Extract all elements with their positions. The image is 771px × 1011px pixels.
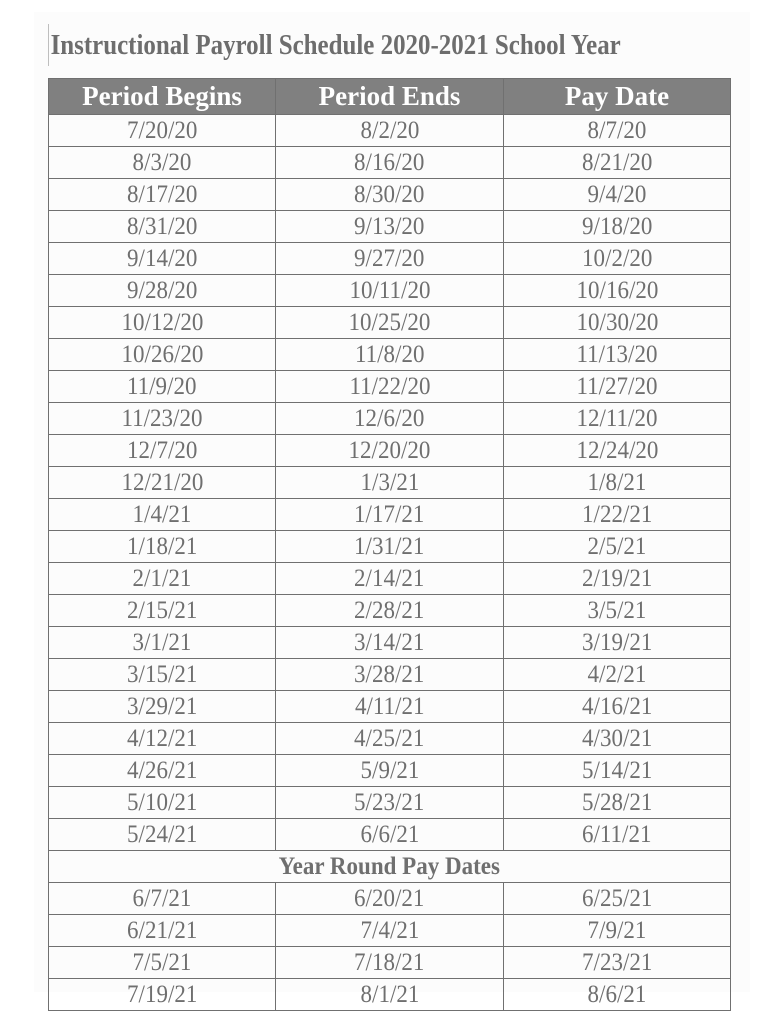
table-row bbox=[49, 979, 731, 1011]
period-ends-cell bbox=[276, 403, 504, 435]
table-row bbox=[49, 819, 731, 851]
table-row bbox=[49, 755, 731, 787]
period-begins-cell bbox=[49, 883, 276, 915]
pay-date-cell bbox=[504, 147, 731, 179]
period-ends-cell bbox=[276, 787, 504, 819]
cell-value: 9/18/20 bbox=[581, 212, 653, 240]
cell-value: 10/12/20 bbox=[121, 308, 203, 336]
pay-date-cell bbox=[504, 371, 731, 403]
cell-value: 5/14/21 bbox=[581, 756, 653, 784]
cell-value: 12/7/20 bbox=[126, 436, 198, 464]
pay-date-cell bbox=[504, 339, 731, 371]
cell-value: 5/10/21 bbox=[126, 788, 198, 816]
cell-value: 8/17/20 bbox=[126, 180, 198, 208]
table-row bbox=[49, 147, 731, 179]
cell-value: 7/19/21 bbox=[126, 980, 198, 1008]
cell-value: 6/25/21 bbox=[581, 884, 653, 912]
period-begins-cell bbox=[49, 115, 276, 147]
cell-value: 8/21/20 bbox=[581, 148, 653, 176]
pay-date-cell bbox=[504, 915, 731, 947]
cell-value: 8/30/20 bbox=[354, 180, 425, 208]
cell-value: 9/4/20 bbox=[587, 180, 647, 208]
cell-value: 1/17/21 bbox=[354, 500, 425, 528]
cell-value: 10/11/20 bbox=[349, 276, 430, 304]
cell-value: 6/11/21 bbox=[582, 820, 652, 848]
period-begins-cell bbox=[49, 563, 276, 595]
cell-value: 11/23/20 bbox=[121, 404, 203, 432]
cell-value: 7/9/21 bbox=[587, 916, 647, 944]
cell-value: 3/14/21 bbox=[354, 628, 425, 656]
period-begins-cell bbox=[49, 307, 276, 339]
period-ends-cell bbox=[276, 275, 504, 307]
pay-date-cell bbox=[504, 755, 731, 787]
table-row bbox=[49, 915, 731, 947]
cell-value: 8/6/21 bbox=[587, 980, 647, 1008]
cell-value: 12/20/20 bbox=[348, 436, 431, 464]
section-label-text: Year Round Pay Dates bbox=[278, 852, 501, 880]
document-title: Instructional Payroll Schedule 2020-2021 School Year bbox=[48, 24, 644, 66]
cell-value: 9/14/20 bbox=[126, 244, 198, 272]
pay-date-cell bbox=[504, 275, 731, 307]
pay-date-cell bbox=[504, 659, 731, 691]
pay-date-cell bbox=[504, 563, 731, 595]
period-begins-cell bbox=[49, 339, 276, 371]
pay-date-cell bbox=[504, 307, 731, 339]
cell-value: 1/18/21 bbox=[126, 532, 198, 560]
cell-value: 2/1/21 bbox=[132, 564, 192, 592]
table-row bbox=[49, 467, 731, 499]
cell-value: 6/21/21 bbox=[126, 916, 198, 944]
period-begins-cell bbox=[49, 755, 276, 787]
pay-date-cell bbox=[504, 467, 731, 499]
period-ends-cell bbox=[276, 819, 504, 851]
pay-date-cell bbox=[504, 403, 731, 435]
table-row bbox=[49, 403, 731, 435]
section-row bbox=[49, 851, 731, 883]
table-row bbox=[49, 435, 731, 467]
period-begins-cell bbox=[49, 499, 276, 531]
cell-value: 7/23/21 bbox=[581, 948, 653, 976]
pay-date-cell bbox=[504, 531, 731, 563]
pay-date-cell bbox=[504, 179, 731, 211]
cell-value: 9/13/20 bbox=[354, 212, 425, 240]
period-ends-cell bbox=[276, 947, 504, 979]
table-row bbox=[49, 307, 731, 339]
period-begins-cell bbox=[49, 595, 276, 627]
cell-value: 4/25/21 bbox=[354, 724, 425, 752]
cell-value: 6/7/21 bbox=[132, 884, 192, 912]
period-ends-cell bbox=[276, 339, 504, 371]
header-period-begins: Period Begins bbox=[49, 79, 276, 115]
cell-value: 7/20/20 bbox=[126, 116, 198, 144]
period-begins-cell bbox=[49, 243, 276, 275]
period-ends-cell bbox=[276, 627, 504, 659]
period-ends-cell bbox=[276, 723, 504, 755]
payroll-schedule-table bbox=[48, 78, 731, 1011]
cell-value: 12/21/20 bbox=[121, 468, 203, 496]
cell-value: 2/5/21 bbox=[587, 532, 647, 560]
cell-value: 11/9/20 bbox=[127, 372, 197, 400]
cell-value: 12/6/20 bbox=[354, 404, 425, 432]
period-ends-cell bbox=[276, 499, 504, 531]
period-begins-cell bbox=[49, 947, 276, 979]
header-pay-date: Pay Date bbox=[504, 79, 731, 115]
table-row bbox=[49, 499, 731, 531]
cell-value: 2/14/21 bbox=[354, 564, 425, 592]
table-row bbox=[49, 883, 731, 915]
cell-value: 1/8/21 bbox=[587, 468, 647, 496]
period-begins-cell bbox=[49, 979, 276, 1011]
cell-value: 3/29/21 bbox=[126, 692, 198, 720]
table-row bbox=[49, 211, 731, 243]
table-row bbox=[49, 659, 731, 691]
period-begins-cell bbox=[49, 275, 276, 307]
table-row bbox=[49, 947, 731, 979]
cell-value: 10/2/20 bbox=[581, 244, 653, 272]
period-begins-cell bbox=[49, 179, 276, 211]
cell-value: 3/15/21 bbox=[126, 660, 198, 688]
header-period-ends: Period Ends bbox=[276, 79, 504, 115]
cell-value: 5/24/21 bbox=[126, 820, 198, 848]
period-begins-cell bbox=[49, 371, 276, 403]
cell-value: 4/30/21 bbox=[581, 724, 653, 752]
cell-value: 12/24/20 bbox=[576, 436, 658, 464]
cell-value: 8/3/20 bbox=[132, 148, 192, 176]
cell-value: 8/31/20 bbox=[126, 212, 198, 240]
period-ends-cell bbox=[276, 563, 504, 595]
table-row bbox=[49, 275, 731, 307]
pay-date-cell bbox=[504, 979, 731, 1011]
cell-value: 8/7/20 bbox=[587, 116, 647, 144]
period-begins-cell bbox=[49, 787, 276, 819]
pay-date-cell bbox=[504, 787, 731, 819]
period-begins-cell bbox=[49, 211, 276, 243]
cell-value: 3/5/21 bbox=[587, 596, 647, 624]
cell-value: 5/23/21 bbox=[354, 788, 425, 816]
cell-value: 2/15/21 bbox=[126, 596, 198, 624]
cell-value: 10/25/20 bbox=[348, 308, 431, 336]
table-row bbox=[49, 371, 731, 403]
period-begins-cell bbox=[49, 435, 276, 467]
table-row bbox=[49, 339, 731, 371]
period-ends-cell bbox=[276, 691, 504, 723]
cell-value: 11/8/20 bbox=[354, 340, 425, 368]
pay-date-cell bbox=[504, 947, 731, 979]
pay-date-cell bbox=[504, 211, 731, 243]
period-begins-cell bbox=[49, 147, 276, 179]
cell-value: 1/3/21 bbox=[360, 468, 419, 496]
cell-value: 4/12/21 bbox=[126, 724, 198, 752]
cell-value: 5/28/21 bbox=[581, 788, 653, 816]
pay-date-cell bbox=[504, 819, 731, 851]
cell-value: 4/26/21 bbox=[126, 756, 198, 784]
cell-value: 4/16/21 bbox=[581, 692, 653, 720]
table-row bbox=[49, 179, 731, 211]
period-begins-cell bbox=[49, 467, 276, 499]
pay-date-cell bbox=[504, 883, 731, 915]
cell-value: 10/26/20 bbox=[121, 340, 203, 368]
cell-value: 7/18/21 bbox=[354, 948, 425, 976]
cell-value: 11/27/20 bbox=[576, 372, 658, 400]
period-ends-cell bbox=[276, 371, 504, 403]
schedule-body bbox=[49, 115, 731, 1011]
period-ends-cell bbox=[276, 659, 504, 691]
cell-value: 7/4/21 bbox=[360, 916, 419, 944]
table-row bbox=[49, 563, 731, 595]
period-ends-cell bbox=[276, 115, 504, 147]
cell-value: 5/9/21 bbox=[360, 756, 419, 784]
table-row bbox=[49, 627, 731, 659]
table-row bbox=[49, 243, 731, 275]
period-begins-cell bbox=[49, 531, 276, 563]
period-begins-cell bbox=[49, 691, 276, 723]
table-row bbox=[49, 787, 731, 819]
cell-value: 2/28/21 bbox=[354, 596, 425, 624]
pay-date-cell bbox=[504, 435, 731, 467]
pay-date-cell bbox=[504, 691, 731, 723]
year-round-section-label bbox=[49, 851, 731, 883]
cell-value: 2/19/21 bbox=[581, 564, 653, 592]
cell-value: 1/31/21 bbox=[354, 532, 425, 560]
period-ends-cell bbox=[276, 531, 504, 563]
cell-value: 3/28/21 bbox=[354, 660, 425, 688]
cell-value: 4/2/21 bbox=[587, 660, 647, 688]
table-row bbox=[49, 115, 731, 147]
period-ends-cell bbox=[276, 755, 504, 787]
pay-date-cell bbox=[504, 627, 731, 659]
period-ends-cell bbox=[276, 883, 504, 915]
period-ends-cell bbox=[276, 979, 504, 1011]
period-ends-cell bbox=[276, 307, 504, 339]
period-ends-cell bbox=[276, 467, 504, 499]
period-ends-cell bbox=[276, 595, 504, 627]
table-row bbox=[49, 723, 731, 755]
period-begins-cell bbox=[49, 659, 276, 691]
period-begins-cell bbox=[49, 819, 276, 851]
table-row bbox=[49, 691, 731, 723]
pay-date-cell bbox=[504, 499, 731, 531]
header-row bbox=[49, 79, 731, 115]
cell-value: 1/22/21 bbox=[581, 500, 653, 528]
period-ends-cell bbox=[276, 211, 504, 243]
period-begins-cell bbox=[49, 915, 276, 947]
period-ends-cell bbox=[276, 915, 504, 947]
period-ends-cell bbox=[276, 179, 504, 211]
cell-value: 10/16/20 bbox=[576, 276, 658, 304]
cell-value: 6/6/21 bbox=[360, 820, 419, 848]
table-row bbox=[49, 595, 731, 627]
pay-date-cell bbox=[504, 243, 731, 275]
cell-value: 10/30/20 bbox=[576, 308, 658, 336]
cell-value: 8/2/20 bbox=[360, 116, 419, 144]
cell-value: 3/19/21 bbox=[581, 628, 653, 656]
pay-date-cell bbox=[504, 595, 731, 627]
cell-value: 6/20/21 bbox=[354, 884, 425, 912]
cell-value: 11/22/20 bbox=[349, 372, 430, 400]
pay-date-cell bbox=[504, 115, 731, 147]
cell-value: 1/4/21 bbox=[132, 500, 192, 528]
cell-value: 8/1/21 bbox=[360, 980, 419, 1008]
pay-date-cell bbox=[504, 723, 731, 755]
cell-value: 3/1/21 bbox=[132, 628, 192, 656]
cell-value: 4/11/21 bbox=[354, 692, 425, 720]
cell-value: 9/28/20 bbox=[126, 276, 198, 304]
period-ends-cell bbox=[276, 435, 504, 467]
period-begins-cell bbox=[49, 403, 276, 435]
table-row bbox=[49, 531, 731, 563]
period-begins-cell bbox=[49, 627, 276, 659]
period-ends-cell bbox=[276, 147, 504, 179]
cell-value: 9/27/20 bbox=[354, 244, 425, 272]
cell-value: 12/11/20 bbox=[576, 404, 658, 432]
cell-value: 8/16/20 bbox=[354, 148, 425, 176]
period-ends-cell bbox=[276, 243, 504, 275]
cell-value: 7/5/21 bbox=[132, 948, 192, 976]
period-begins-cell bbox=[49, 723, 276, 755]
cell-value: 11/13/20 bbox=[576, 340, 658, 368]
